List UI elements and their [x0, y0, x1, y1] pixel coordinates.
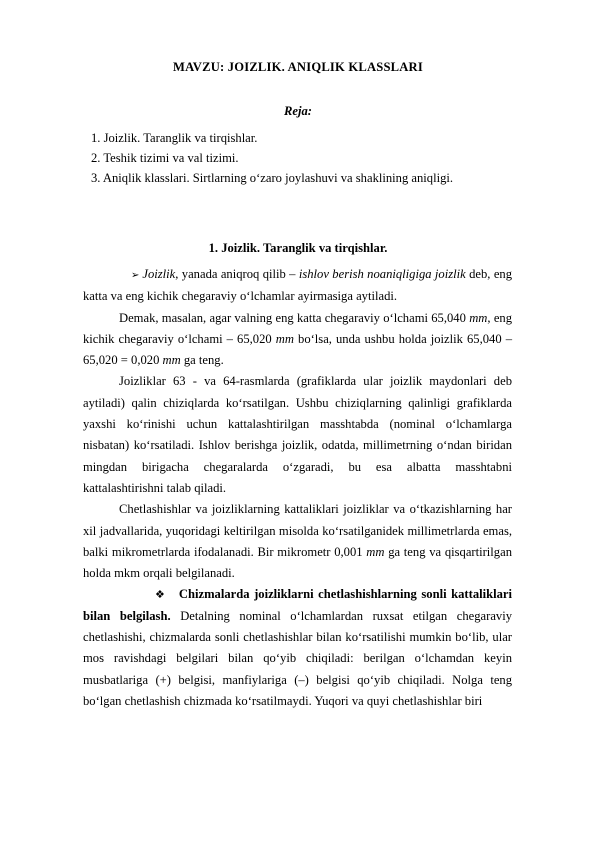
- unit-mm: mm: [275, 331, 294, 346]
- plan-item: 3. Aniqlik klasslari. Sirtlarning o‘zaro joylashuvi va shaklining aniqligi.: [91, 171, 454, 185]
- text-span: Demak, masalan, agar valning eng katta chegaraviy o‘lchami 65,040: [119, 310, 470, 325]
- diamond-bullet-icon: ❖: [155, 588, 165, 602]
- document-title: MAVZU: JOIZLIK. ANIQLIK KLASSLARI: [173, 60, 423, 74]
- unit-mm: mm: [469, 310, 488, 325]
- plan-item: 1. Joizlik. Taranglik va tirqishlar.: [91, 131, 258, 145]
- plan-heading: Reja:: [284, 104, 312, 118]
- text-span: ga teng va qisqartirilgan holda mkm orqali belgilanadi.: [83, 544, 512, 581]
- subheading-bold: Chizmalarda joizliklarni chetlashishlarning sonli kattaliklari bilan belgilash.: [83, 587, 512, 623]
- text-span: , eng kichik chegaraviy o‘lchami – 65,020: [83, 310, 513, 346]
- text-span: ga teng.: [180, 353, 224, 368]
- plan-item: 2. Teshik tizimi va val tizimi.: [91, 151, 239, 165]
- text-span: Chetlashishlar va joizliklarning kattaliklari joizliklar va o‘tkazishlarning har xil jadvallarida, yuqoridagi keltirilgan misolda ko‘rsatilganidek millimetrlarda emas, balki mikrometrlarda ifodalanadi. Bir mikrometr 0,001: [83, 502, 512, 559]
- unit-mm: mm: [366, 544, 385, 559]
- paragraph-figures: Joizliklar 63 - va 64-rasmlarda (grafiklarda ular joizlik maydonlari deb aytiladi) qalin chiziqlarda ko‘rsatilgan. Ushbu chiziqlarning qalinligi grafiklarda yaxshi ko‘rinishi uchun kattalashtirilgan masshtabda (nominal o‘lchamlarga nisbatan) ko‘rsatiladi. Ishlov berishga joizlik, odatda, millimetrning o‘ndan biridan mingdan birigacha chegaralarda o‘zgaradi, bu esa albatta masshtabni kattalashtirishni talab qiladi.: [83, 374, 512, 495]
- plan-list: [91, 128, 453, 188]
- term-definition: ishlov berish noaniqligiga joizlik: [298, 267, 466, 281]
- paragraph-drawing-notation: [83, 584, 512, 712]
- text-span: bo‘lsa, unda ushbu holda joizlik 65,040 – 65,020 = 0,020: [83, 331, 513, 368]
- text-span: deb, eng katta va eng kichik chegaraviy o‘lchamlar ayirmasiga aytiladi.: [83, 267, 512, 304]
- paragraph-example: [83, 308, 512, 372]
- arrow-bullet-icon: ➢: [131, 270, 140, 281]
- section-heading: 1. Joizlik. Taranglik va tirqishlar.: [208, 241, 388, 255]
- text-span: Detalning nominal o‘lchamlardan ruxsat etilgan chegaraviy chetlashishi, chizmalarda sonli chetlashishlar bilan ko‘rsatilishi mumkin bo‘lib, ular mos ravishdagi belgilari bilan qo‘yib chiqiladi: berilgan o‘lchamdan keyin musbatlariga (+) belgisi, manfiylariga (–) belgisi qo‘yib chiqiladi. Nolga teng bo‘lgan chetlashish chizmada ko‘rsatilmaydi. Yuqori va quyi chetlashishlar biri: [83, 608, 512, 708]
- text-span: , yanada aniqroq qilib –: [175, 267, 299, 281]
- term-joizlik: Joizlik: [142, 267, 176, 281]
- paragraph-definition: [83, 264, 512, 308]
- document-body: [83, 264, 512, 712]
- unit-mm: mm: [162, 353, 181, 368]
- paragraph-micrometers: [83, 499, 512, 584]
